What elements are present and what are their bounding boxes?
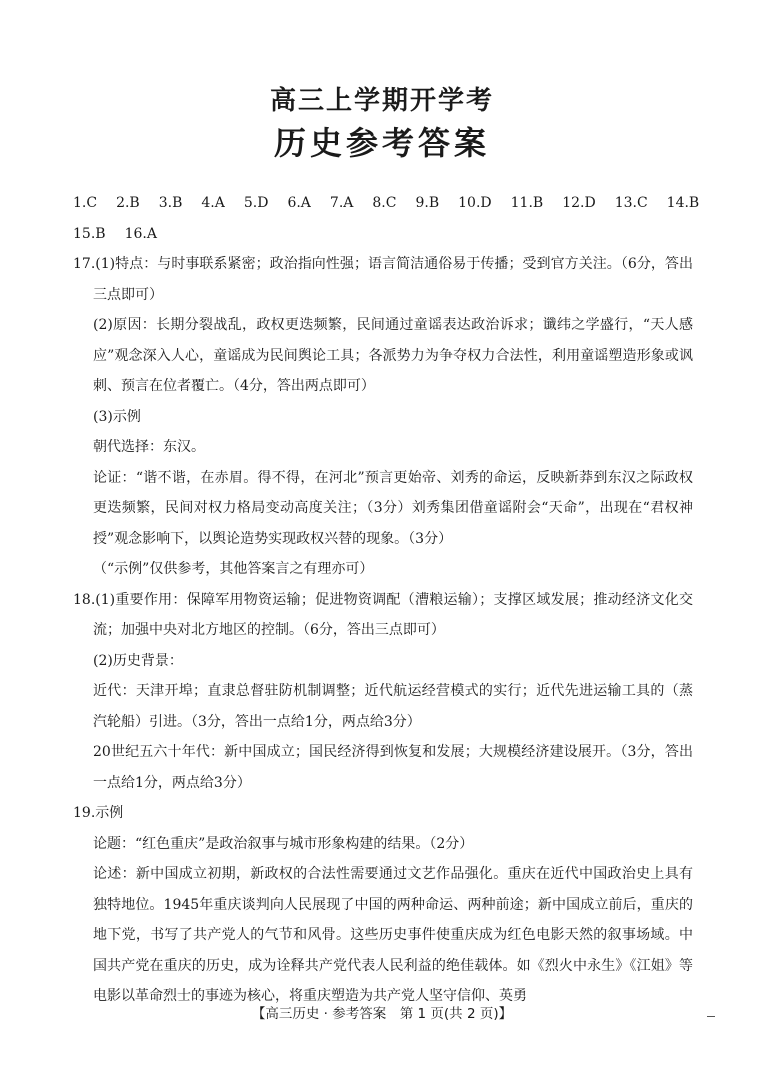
answer-item: 7.A — [329, 195, 354, 211]
answer-item: 4.A — [201, 195, 225, 211]
q17-dynasty: 朝代选择：东汉。 — [93, 439, 205, 455]
q18-part1: 18.(1)重要作用：保障军用物资运输；促进物资调配（漕粮运输）；支撑区域发展；推动经济文化交流；加强中央对北方地区的控制。（6分，答出三点即可） — [73, 591, 693, 638]
answer-item: 3.B — [158, 195, 183, 211]
answer-item: 11.B — [510, 195, 544, 211]
answer-item: 14.B — [666, 195, 700, 211]
answer-item: 9.B — [415, 195, 440, 211]
q19-label: 19.示例 — [73, 805, 124, 821]
choice-answers — [73, 188, 700, 249]
answer-item: 5.D — [243, 195, 269, 211]
page-footer: 【高三历史 · 参考答案 第 1 页(共 2 页)】 — [251, 1006, 513, 1022]
q18-modern: 近代：天津开埠；直隶总督驻防机制调整；近代航运经营模式的实行；近代先进运输工具的（蒸汽轮船）引进。（3分，答出一点给1分，两点给3分） — [93, 683, 693, 730]
answer-content — [73, 188, 700, 1012]
q17-part3-label: (3)示例 — [93, 408, 141, 425]
q17-part2: (2)原因：长期分裂战乱，政权更迭频繁，民间通过童谣表达政治诉求；谶纬之学盛行，“天人感应”观念深入人心，童谣成为民间舆论工具；各派势力为争夺权力合法性，利用童谣塑造形象或讽刺、预言在位者覆亡。（4分，答出两点即可） — [93, 317, 693, 394]
q19-argument: 论述：新中国成立初期，新政权的合法性需要通过文艺作品强化。重庆在近代中国政治史上具有独特地位。1945年重庆谈判向人民展现了中国的两种命运、两种前途；新中国成立前后，重庆的地下党，书写了共产党人的气节和风骨。这些历史事件使重庆成为红色电影天然的叙事场域。中国共产党在重庆的历史，成为诠释共产党代表人民利益的绝佳载体。如《烈火中永生》《江姐》等电影以革命烈士的事迹为核心，将重庆塑造为共产党人坚守信仰、英勇 — [93, 866, 693, 1004]
q18-1950s: 20世纪五六十年代：新中国成立；国民经济得到恢复和发展；大规模经济建设展开。（3分，答出一点给1分，两点给3分） — [93, 744, 693, 791]
answer-item: 1.C — [73, 195, 98, 211]
corner-mark — [707, 1016, 715, 1017]
answer-item: 13.C — [614, 195, 648, 211]
q17-argument: 论证：“谐不谐，在赤眉。得不得，在河北”预言更始帝、刘秀的命运，反映新莽到东汉之际政权更迭频繁，民间对权力格局变动高度关注；（3分）刘秀集团借童谣附会“天命”，出现在“君权神授”观念影响下，以舆论造势实现政权兴替的现象。（3分） — [93, 469, 693, 547]
q19-thesis: 论题：“红色重庆”是政治叙事与城市形象构建的结果。（2分） — [93, 835, 474, 852]
answer-item: 15.B — [73, 225, 106, 242]
answer-item: 16.A — [124, 225, 157, 242]
q17-part1: 17.(1)特点：与时事联系紧密；政治指向性强；语言简洁通俗易于传播；受到官方关注。（6分，答出三点即可） — [73, 256, 693, 303]
q18-part2-label: (2)历史背景： — [93, 652, 183, 669]
answer-item: 12.D — [562, 195, 596, 211]
q17-note: （“示例”仅供参考，其他答案言之有理亦可） — [93, 561, 374, 577]
answer-item: 10.D — [458, 195, 492, 211]
answer-item: 8.C — [372, 195, 397, 211]
answer-item: 6.A — [287, 195, 311, 211]
page-title-line2: 历史参考答案 — [273, 124, 490, 162]
page-title-line1: 高三上学期开学考 — [269, 86, 494, 116]
answer-item: 2.B — [116, 195, 140, 211]
